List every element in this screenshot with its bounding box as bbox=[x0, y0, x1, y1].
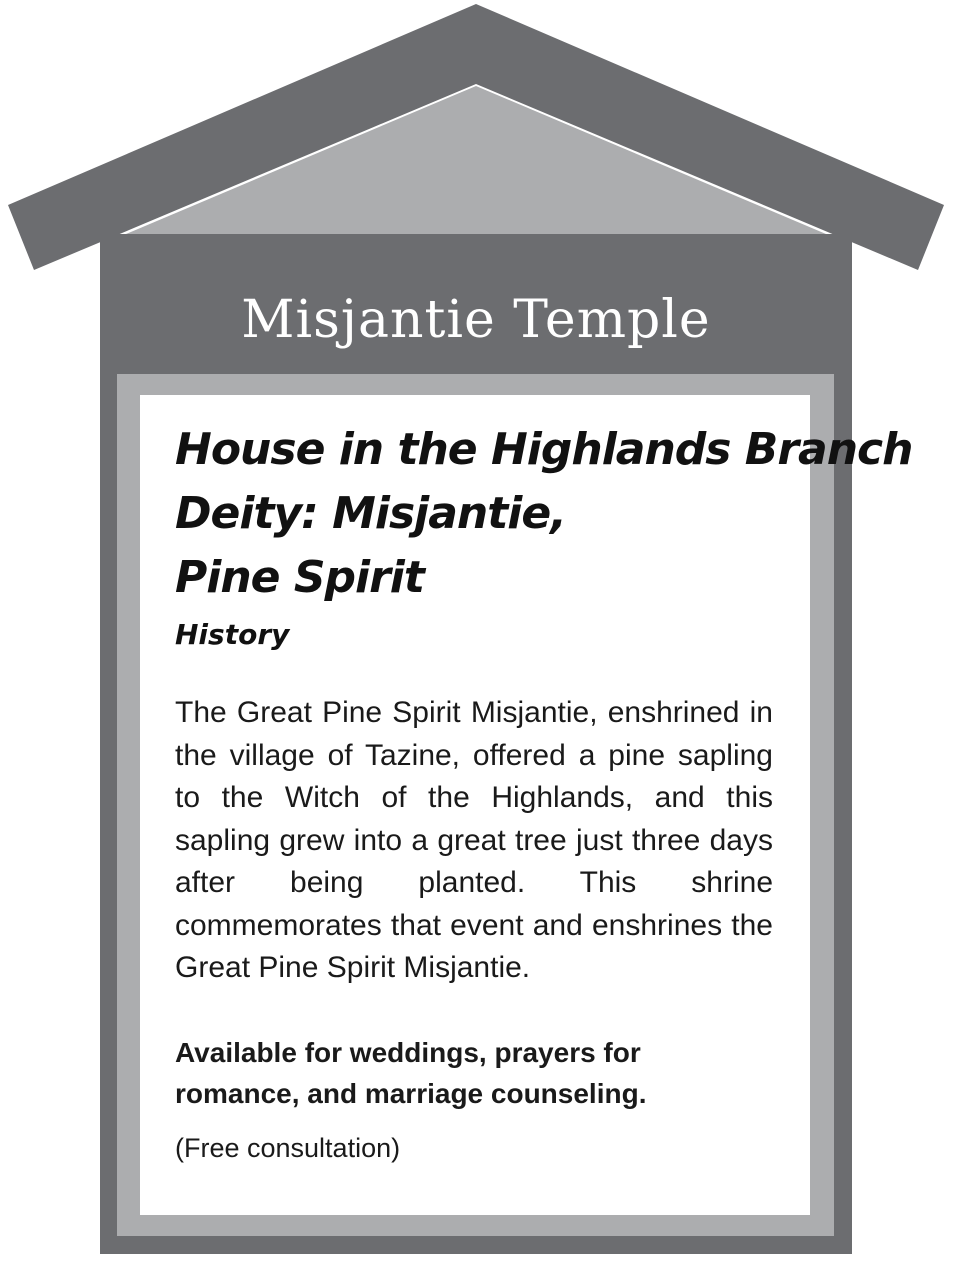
history-text: The Great Pine Spirit Misjantie, enshrined in the village of Tazine, offered a pine sapling to the Witch of the Highlands, and this sapling grew into a great tree just three days after being planted. This shrine commemorates that event and enshrines the Great Pine Spirit Misjantie. bbox=[175, 696, 773, 984]
temple-title: Misjantie Temple bbox=[241, 290, 711, 350]
heading-line-deity: Deity: Misjantie, bbox=[175, 488, 566, 539]
heading-line-spirit: Pine Spirit bbox=[175, 552, 424, 603]
history-heading: History bbox=[175, 618, 290, 651]
consultation-note: (Free consultation) bbox=[175, 1133, 401, 1163]
heading-line-branch: House in the Highlands Branch bbox=[175, 424, 913, 475]
title-band bbox=[100, 270, 852, 370]
branch-heading bbox=[175, 418, 913, 610]
services-text: Available for weddings, prayers for romance, and marriage counseling. bbox=[175, 1037, 647, 1109]
